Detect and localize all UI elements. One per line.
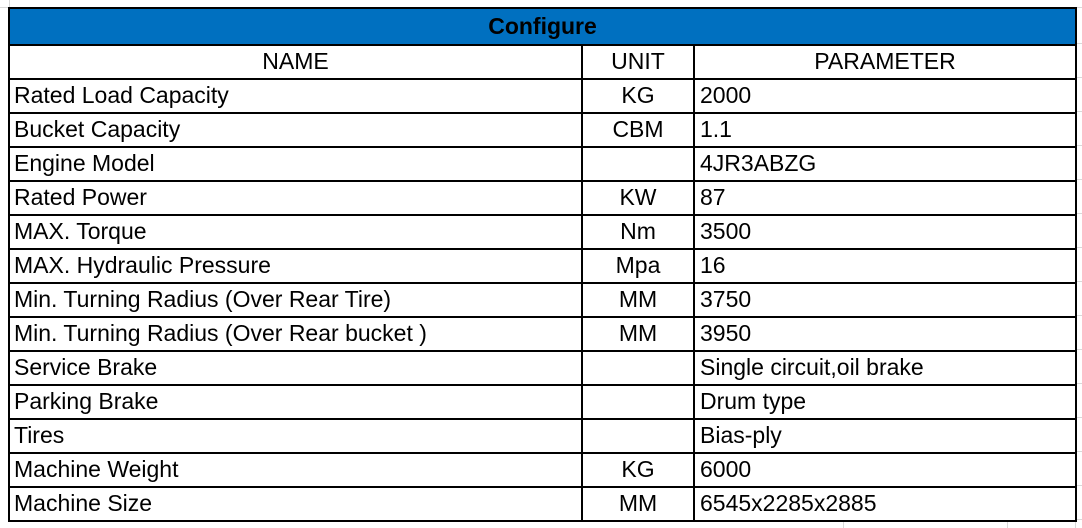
table-title: Configure xyxy=(9,8,1076,45)
cell-name: Rated Power xyxy=(9,181,582,215)
table-row xyxy=(9,113,1076,147)
table-row xyxy=(9,487,1076,521)
table-row xyxy=(9,147,1076,181)
column-header-parameter: PARAMETER xyxy=(694,45,1076,79)
column-header-unit: UNIT xyxy=(582,45,694,79)
cell-parameter: Drum type xyxy=(694,385,1076,419)
cell-unit xyxy=(582,147,694,181)
table-row xyxy=(9,317,1076,351)
cell-parameter: 3750 xyxy=(694,283,1076,317)
cell-name: Parking Brake xyxy=(9,385,582,419)
cell-unit: KG xyxy=(582,453,694,487)
table-row xyxy=(9,283,1076,317)
cell-unit xyxy=(582,419,694,453)
gridline-stub-bottom-2 xyxy=(1007,521,1008,528)
cell-name: Bucket Capacity xyxy=(9,113,582,147)
cell-unit: Nm xyxy=(582,215,694,249)
table-row xyxy=(9,419,1076,453)
cell-parameter: 2000 xyxy=(694,79,1076,113)
cell-parameter: 3500 xyxy=(694,215,1076,249)
cell-name: Service Brake xyxy=(9,351,582,385)
cell-parameter: 3950 xyxy=(694,317,1076,351)
cell-unit: MM xyxy=(582,487,694,521)
cell-unit: MM xyxy=(582,283,694,317)
cell-unit: KG xyxy=(582,79,694,113)
table-row xyxy=(9,249,1076,283)
cell-parameter: 6000 xyxy=(694,453,1076,487)
spec-table-body xyxy=(9,79,1076,521)
cell-parameter: Single circuit,oil brake xyxy=(694,351,1076,385)
cell-name: Tires xyxy=(9,419,582,453)
cell-parameter: Bias-ply xyxy=(694,419,1076,453)
cell-parameter: 16 xyxy=(694,249,1076,283)
cell-name: Min. Turning Radius (Over Rear bucket ) xyxy=(9,317,582,351)
gridline-stub-bottom-1 xyxy=(843,521,844,528)
table-row xyxy=(9,181,1076,215)
cell-name: MAX. Torque xyxy=(9,215,582,249)
cell-parameter: 4JR3ABZG xyxy=(694,147,1076,181)
spec-table xyxy=(8,7,1077,522)
gridline-stubs-right-column xyxy=(1077,10,1082,520)
table-header-row xyxy=(9,45,1076,79)
table-row xyxy=(9,79,1076,113)
cell-unit: MM xyxy=(582,317,694,351)
cell-name: Rated Load Capacity xyxy=(9,79,582,113)
table-row xyxy=(9,453,1076,487)
cell-name: Engine Model xyxy=(9,147,582,181)
column-header-name: NAME xyxy=(9,45,582,79)
table-title-row xyxy=(9,8,1076,45)
table-row xyxy=(9,385,1076,419)
table-row xyxy=(9,215,1076,249)
cell-name: MAX. Hydraulic Pressure xyxy=(9,249,582,283)
cell-name: Machine Weight xyxy=(9,453,582,487)
cell-name: Machine Size xyxy=(9,487,582,521)
cell-name: Min. Turning Radius (Over Rear Tire) xyxy=(9,283,582,317)
cell-parameter: 1.1 xyxy=(694,113,1076,147)
table-row xyxy=(9,351,1076,385)
cell-unit: Mpa xyxy=(582,249,694,283)
cell-unit xyxy=(582,351,694,385)
cell-unit xyxy=(582,385,694,419)
cell-parameter: 87 xyxy=(694,181,1076,215)
cell-unit: CBM xyxy=(582,113,694,147)
cell-parameter: 6545x2285x2885 xyxy=(694,487,1076,521)
cell-unit: KW xyxy=(582,181,694,215)
